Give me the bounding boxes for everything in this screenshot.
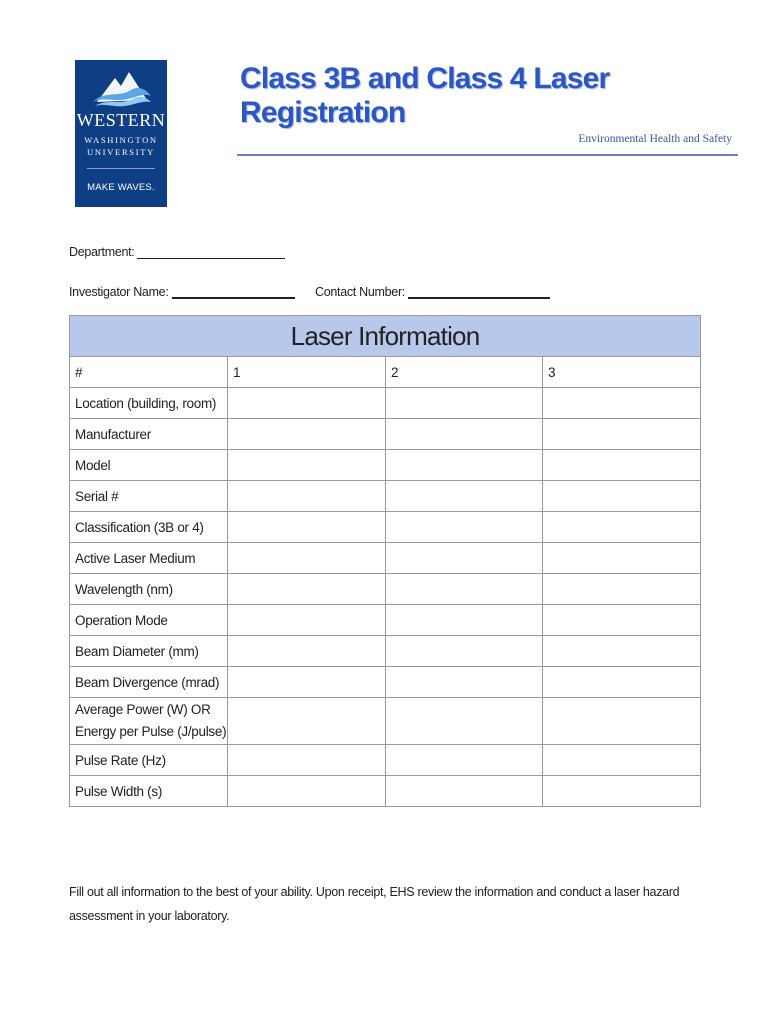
department-label: Department:: [69, 245, 135, 259]
row-label: Beam Diameter (mm): [70, 636, 228, 667]
entry-cell[interactable]: [228, 745, 386, 776]
entry-cell[interactable]: [386, 745, 543, 776]
entry-cell[interactable]: [543, 419, 701, 450]
table-row: [70, 574, 701, 605]
entry-cell[interactable]: [228, 543, 386, 574]
row-label: [70, 698, 228, 745]
entry-cell[interactable]: [543, 776, 701, 807]
title-divider: [237, 154, 738, 156]
investigator-field[interactable]: [69, 283, 295, 299]
page-subtitle: Environmental Health and Safety: [578, 133, 732, 145]
entry-cell[interactable]: [228, 388, 386, 419]
logo-divider: [87, 168, 155, 169]
column-header: 1: [228, 357, 386, 388]
row-label: Pulse Width (s): [70, 776, 228, 807]
entry-cell[interactable]: [386, 776, 543, 807]
logo-line-1: WESTERN: [76, 110, 166, 130]
entry-cell[interactable]: [386, 605, 543, 636]
entry-cell[interactable]: [228, 636, 386, 667]
row-label: Operation Mode: [70, 605, 228, 636]
entry-cell[interactable]: [543, 636, 701, 667]
entry-cell[interactable]: [386, 512, 543, 543]
logo-line-3: UNIVERSITY: [87, 147, 155, 157]
entry-cell[interactable]: [228, 698, 386, 745]
page-title: Class 3B and Class 4 Laser Registration: [240, 62, 610, 129]
column-header: 3: [543, 357, 701, 388]
entry-cell[interactable]: [386, 667, 543, 698]
entry-cell[interactable]: [228, 512, 386, 543]
table-row: [70, 512, 701, 543]
entry-cell[interactable]: [228, 776, 386, 807]
entry-cell[interactable]: [228, 605, 386, 636]
laser-information-table: [69, 315, 701, 807]
entry-cell[interactable]: [386, 481, 543, 512]
entry-cell[interactable]: [228, 481, 386, 512]
table-row: [70, 667, 701, 698]
entry-cell[interactable]: [386, 419, 543, 450]
contact-input-line[interactable]: [408, 283, 550, 299]
entry-cell[interactable]: [543, 388, 701, 419]
row-label: Serial #: [70, 481, 228, 512]
table-row: [70, 450, 701, 481]
entry-cell[interactable]: [543, 745, 701, 776]
table-row: [70, 745, 701, 776]
row-label: Model: [70, 450, 228, 481]
table-row: [70, 776, 701, 807]
entry-cell[interactable]: [228, 419, 386, 450]
entry-cell[interactable]: [386, 698, 543, 745]
row-label: Manufacturer: [70, 419, 228, 450]
row-label: Location (building, room): [70, 388, 228, 419]
entry-cell[interactable]: [543, 481, 701, 512]
table-heading: Laser Information: [70, 316, 701, 357]
contact-label: Contact Number:: [315, 285, 405, 299]
entry-cell[interactable]: [386, 543, 543, 574]
logo-tagline: MAKE WAVES.: [87, 182, 155, 193]
row-label: Beam Divergence (mrad): [70, 667, 228, 698]
university-logo: [75, 60, 167, 207]
investigator-label: Investigator Name:: [69, 285, 169, 299]
entry-cell[interactable]: [543, 512, 701, 543]
logo-line-2: WASHINGTON: [84, 135, 158, 145]
entry-cell[interactable]: [386, 450, 543, 481]
entry-cell[interactable]: [228, 667, 386, 698]
table-row: [70, 636, 701, 667]
entry-cell[interactable]: [543, 450, 701, 481]
row-label: Wavelength (nm): [70, 574, 228, 605]
table-row: [70, 698, 701, 745]
entry-cell[interactable]: [543, 698, 701, 745]
row-label: Pulse Rate (Hz): [70, 745, 228, 776]
table-row: [70, 605, 701, 636]
row-label-line-2: Energy per Pulse (J/pulse): [75, 724, 227, 739]
entry-cell[interactable]: [543, 543, 701, 574]
entry-cell[interactable]: [228, 450, 386, 481]
entry-cell[interactable]: [386, 388, 543, 419]
row-label: Active Laser Medium: [70, 543, 228, 574]
entry-cell[interactable]: [386, 574, 543, 605]
instructions-note: Fill out all information to the best of your ability. Upon receipt, EHS review the information and conduct a laser hazard assessment in your laboratory.: [69, 885, 680, 923]
department-field[interactable]: [69, 244, 285, 259]
department-input-line[interactable]: [137, 244, 285, 259]
wave-mountain-icon: [75, 60, 167, 110]
column-header: 2: [386, 357, 543, 388]
contact-field[interactable]: [315, 283, 550, 299]
table-row: [70, 388, 701, 419]
row-label: Classification (3B or 4): [70, 512, 228, 543]
investigator-input-line[interactable]: [172, 283, 295, 299]
table-row: [70, 481, 701, 512]
table-column-header-row: [70, 357, 701, 388]
entry-cell[interactable]: [543, 574, 701, 605]
table-row: [70, 419, 701, 450]
entry-cell[interactable]: [228, 574, 386, 605]
row-label-line-1: Average Power (W) OR: [75, 702, 211, 717]
table-row: [70, 543, 701, 574]
column-header: #: [70, 357, 228, 388]
entry-cell[interactable]: [543, 667, 701, 698]
entry-cell[interactable]: [543, 605, 701, 636]
entry-cell[interactable]: [386, 636, 543, 667]
